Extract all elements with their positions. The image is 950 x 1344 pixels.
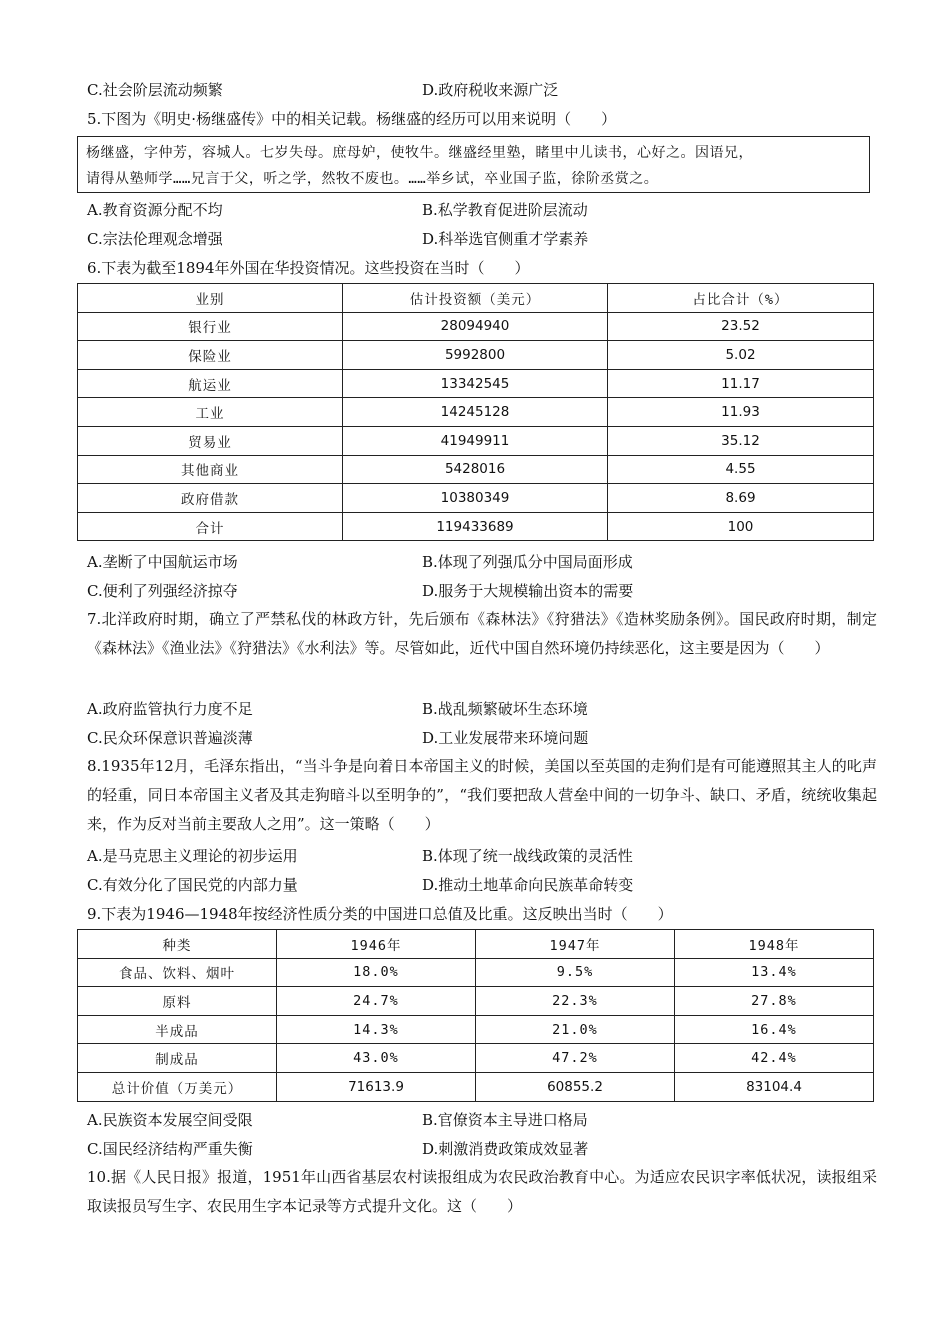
table-row (78, 1072, 874, 1101)
table-row (78, 512, 874, 541)
table-row (78, 1044, 874, 1073)
table-cell: 13.4% (675, 958, 874, 987)
q7-option-d: D.工业发展带来环境问题 (422, 729, 589, 747)
q9-option-c: C.国民经济结构严重失衡 (87, 1140, 253, 1158)
table-cell: 23.52 (608, 312, 874, 341)
header-cell: 种类 (78, 930, 277, 959)
q8-option-a: A.是马克思主义理论的初步运用 (87, 847, 298, 865)
table-cell: 21.0% (476, 1015, 675, 1044)
header-cell: 估计投资额（美元） (343, 284, 608, 313)
q5-option-a: A.教育资源分配不均 (87, 201, 223, 219)
q8-stem: 8.1935年12月，毛泽东指出，“当斗争是向着日本帝国主义的时候，美国以至英国的走狗们是有可能遵照其主人的叱声的轻重，同日本帝国主义者及其走狗暗斗以至明争的”，“我们要把敌人营垒中间的一切争斗、缺口、矛盾，统统收集起来，作为反对当前主要敌人之用”。这一策略（ ） (87, 757, 877, 833)
table-cell: 4.55 (608, 455, 874, 484)
q5-option-d: D.科举选官侧重才学素养 (422, 230, 589, 248)
table-cell: 35.12 (608, 426, 874, 455)
q7-option-c: C.民众环保意识普遍淡薄 (87, 729, 253, 747)
table-cell: 27.8% (675, 987, 874, 1016)
header-cell: 业别 (78, 284, 343, 313)
table-row (78, 398, 874, 427)
q9-stem: 9.下表为1946—1948年按经济性质分类的中国进口总值及比重。这反映出当时（ ） (87, 905, 673, 923)
table-cell: 47.2% (476, 1044, 675, 1073)
table-row (78, 455, 874, 484)
table-cell: 43.0% (277, 1044, 476, 1073)
table-cell: 9.5% (476, 958, 675, 987)
table-cell: 13342545 (343, 369, 608, 398)
table-cell: 119433689 (343, 512, 608, 541)
table-header-row (78, 284, 874, 313)
table-cell: 制成品 (78, 1044, 277, 1073)
header-cell: 占比合计（%） (608, 284, 874, 313)
table-cell: 10380349 (343, 484, 608, 513)
q6-investment-table (77, 283, 874, 541)
table-cell: 28094940 (343, 312, 608, 341)
table-cell: 22.3% (476, 987, 675, 1016)
table-cell: 食品、饮料、烟叶 (78, 958, 277, 987)
q8-option-c: C.有效分化了国民党的内部力量 (87, 876, 298, 894)
q9-option-a: A.民族资本发展空间受限 (87, 1111, 253, 1129)
q5-quote-box (77, 136, 870, 193)
table-cell: 18.0% (277, 958, 476, 987)
table-cell: 贸易业 (78, 426, 343, 455)
q5-quote-line-2: 请得从塾师学……兄言于父，听之学，然牧不废也。……举乡试，卒业国子监，徐阶丞赏之。 (86, 171, 659, 187)
q8-option-b: B.体现了统一战线政策的灵活性 (422, 847, 633, 865)
table-row (78, 341, 874, 370)
table-cell: 保险业 (78, 341, 343, 370)
table-cell: 24.7% (277, 987, 476, 1016)
q6-stem: 6.下表为截至1894年外国在华投资情况。这些投资在当时（ ） (87, 259, 530, 277)
table-cell: 100 (608, 512, 874, 541)
table-cell: 14245128 (343, 398, 608, 427)
q5-option-c: C.宗法伦理观念增强 (87, 230, 223, 248)
header-cell: 1947年 (476, 930, 675, 959)
table-cell: 60855.2 (476, 1072, 675, 1101)
q6-option-d: D.服务于大规模输出资本的需要 (422, 582, 634, 600)
table-cell: 其他商业 (78, 455, 343, 484)
table-cell: 41949911 (343, 426, 608, 455)
q5-stem: 5.下图为《明史·杨继盛传》中的相关记载。杨继盛的经历可以用来说明（ ） (87, 110, 617, 128)
table-row (78, 312, 874, 341)
table-cell: 合计 (78, 512, 343, 541)
q4-option-c: C.社会阶层流动频繁 (87, 81, 223, 99)
table-cell: 16.4% (675, 1015, 874, 1044)
table-cell: 42.4% (675, 1044, 874, 1073)
q6-option-b: B.体现了列强瓜分中国局面形成 (422, 553, 633, 571)
table-row (78, 987, 874, 1016)
header-cell: 1948年 (675, 930, 874, 959)
table-cell: 14.3% (277, 1015, 476, 1044)
q7-option-a: A.政府监管执行力度不足 (87, 700, 253, 718)
table-row (78, 369, 874, 398)
table-cell: 8.69 (608, 484, 874, 513)
table-row (78, 958, 874, 987)
q5-quote-line-1: 杨继盛，字仲芳，容城人。七岁失母。庶母妒，使牧牛。继盛经里塾，睹里中儿读书，心好之。因语兄， (86, 145, 753, 161)
q6-option-a: A.垄断了中国航运市场 (87, 553, 238, 571)
q8-option-d: D.推动土地革命向民族革命转变 (422, 876, 634, 894)
q6-option-c: C.便利了列强经济掠夺 (87, 582, 238, 600)
table-cell: 83104.4 (675, 1072, 874, 1101)
table-cell: 工业 (78, 398, 343, 427)
table-cell: 政府借款 (78, 484, 343, 513)
q9-option-d: D.刺激消费政策成效显著 (422, 1140, 589, 1158)
q9-import-table (77, 929, 874, 1102)
q5-option-b: B.私学教育促进阶层流动 (422, 201, 588, 219)
q7-stem: 7.北洋政府时期，确立了严禁私伐的林政方针，先后颁布《森林法》《狩猎法》《造林奖励条例》。国民政府时期，制定《森林法》《渔业法》《狩猎法》《水利法》等。尽管如此，近代中国自然环境仍持续恶化，这主要是因为（ ） (87, 610, 877, 657)
table-cell: 71613.9 (277, 1072, 476, 1101)
header-cell: 1946年 (277, 930, 476, 959)
table-cell: 原料 (78, 987, 277, 1016)
table-row (78, 426, 874, 455)
q7-option-b: B.战乱频繁破坏生态环境 (422, 700, 588, 718)
q9-option-b: B.官僚资本主导进口格局 (422, 1111, 588, 1129)
table-cell: 5992800 (343, 341, 608, 370)
table-cell: 银行业 (78, 312, 343, 341)
table-cell: 11.17 (608, 369, 874, 398)
table-cell: 半成品 (78, 1015, 277, 1044)
q10-stem: 10.据《人民日报》报道，1951年山西省基层农村读报组成为农民政治教育中心。为适应农民识字率低状况，读报组采取读报员写生字、农民用生字本记录等方式提升文化。这（ ） (87, 1168, 877, 1215)
table-cell: 航运业 (78, 369, 343, 398)
table-cell: 总计价值（万美元） (78, 1072, 277, 1101)
table-cell: 5.02 (608, 341, 874, 370)
table-cell: 11.93 (608, 398, 874, 427)
table-cell: 5428016 (343, 455, 608, 484)
table-row (78, 484, 874, 513)
q4-option-d: D.政府税收来源广泛 (422, 81, 559, 99)
table-row (78, 1015, 874, 1044)
table-header-row (78, 930, 874, 959)
